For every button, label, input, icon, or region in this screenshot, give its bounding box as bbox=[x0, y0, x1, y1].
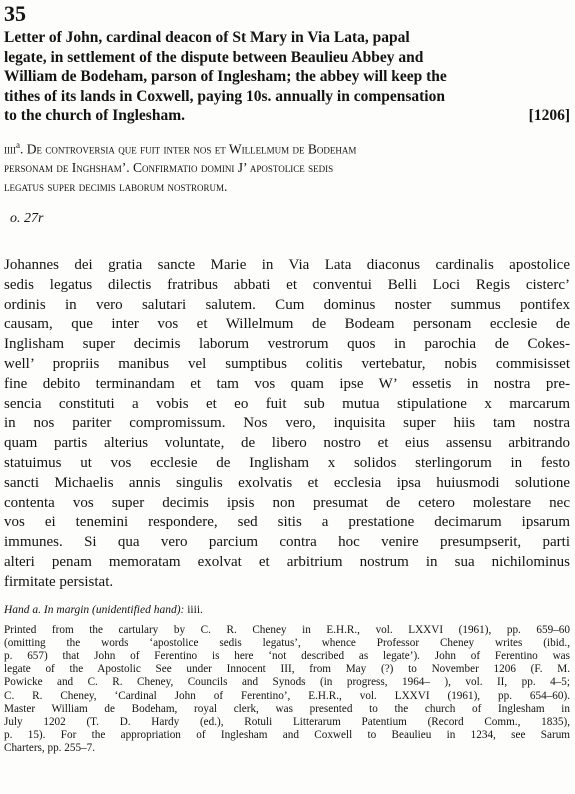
charter-line: contenta vos super decimis ipsis non presumat de cetero molestare nec bbox=[4, 494, 570, 511]
rubric-text: . De controversia que fuit inter nos et Willelmum de Bodeham bbox=[20, 141, 357, 156]
charter-line: in nos pariter compromissum. Nos vero, inquisita super hiis tam nostra bbox=[4, 415, 570, 432]
charter-line: immunes. Si qua vero parcium contra hoc venire presumpserit, parti bbox=[4, 534, 570, 551]
charter-text bbox=[4, 256, 570, 593]
note-line: p. 15). For the appropriation of Inglesham and Coxwell to Beaulieu in 1234, see Sarum bbox=[4, 729, 570, 742]
note-line: Master William de Bodeham, royal clerk, was presented to the church of Inglesham in bbox=[4, 702, 570, 715]
charter-line: well’ propriis manibus vel sumptibus colitis vertebatur, nobis commisisset bbox=[4, 355, 570, 372]
hand-note-plain: iiii. bbox=[184, 603, 203, 616]
charter-line: Johannes dei gratia sancte Marie in Via Lata diaconus cardinalis apostolice bbox=[4, 257, 570, 273]
folio-reference: o. 27r bbox=[10, 211, 44, 226]
heading-line: William de Bodeham, parson of Inglesham; the abbey will keep the bbox=[4, 68, 447, 85]
document-page bbox=[4, 2, 570, 756]
charter-line: quam partis alterius voluntate, de libero nostro et eius assensu arbitrando bbox=[4, 435, 570, 452]
charter-line: causam, que inter vos et Willelmum de Bodeam personam ecclesie de bbox=[4, 316, 570, 333]
document-number: 35 bbox=[4, 1, 26, 26]
note-line: C. R. Cheney, ‘Cardinal John of Ferentino’, E.H.R., vol. LXXVI (1961), pp. 654–60). bbox=[4, 689, 570, 702]
rubric-superscript: a bbox=[16, 139, 20, 150]
note-line: Charters, pp. 255–7. bbox=[4, 742, 96, 755]
rubric-line: personam de Inghsham’. Confirmatio domini J’ apostolice sedis bbox=[4, 160, 334, 175]
charter-line: ordinis in vero salutari salutem. Cum dominus noster summus pontifex bbox=[4, 296, 570, 313]
note-line: Printed from the cartulary by C. R. Cheney in E.H.R., vol. LXXVI (1961), pp. 659–60 bbox=[4, 623, 570, 636]
note-line: legate of the Apostolic See under Innocent III, from May (?) to November 1206 (F. M. bbox=[4, 663, 570, 676]
hand-note-italic: Hand a. In margin (unidentified hand): bbox=[4, 603, 185, 616]
charter-line: fine debito terminandam et tam vos quam ipse W’ essetis in nostra pre- bbox=[4, 375, 570, 392]
note-line: (omitting the words ‘apostolice sedis legatus’, whence Professor Cheney writes (ibid., bbox=[4, 636, 570, 649]
charter-line: sedis legatus dilectis fratribus abbati et conventui Belli Loci Regis cisterc’ bbox=[4, 276, 570, 293]
charter-line: statuimus ut vos ecclesie de Inglisham x solidos sterlingorum in festo bbox=[4, 454, 570, 471]
document-date: [1206] bbox=[528, 107, 570, 124]
rubric-line: legatus super decimis laborum nostrorum. bbox=[4, 179, 228, 194]
heading-line: legate, in settlement of the dispute between Beaulieu Abbey and bbox=[4, 48, 424, 66]
editorial-notes bbox=[4, 624, 570, 756]
rubric bbox=[4, 136, 570, 197]
heading-line: to the church of Inglesham. bbox=[4, 107, 185, 124]
charter-line: vos ei tenemini respondere, sed sitis a prestatione decimarum ipsarum bbox=[4, 514, 570, 531]
heading-line: Letter of John, cardinal deacon of St Mary in Via Lata, papal bbox=[4, 29, 410, 46]
charter-line: Inglisham super decimis laborum vestrorum quos in parochia de Cokes- bbox=[4, 336, 570, 353]
charter-line: sencia constituti a vobis et eo fuit sub mutua stipulatione x marcarum bbox=[4, 395, 570, 412]
charter-line: alteri penam memoratam exolvat et arbitrium nostrum in sua nichilominus bbox=[4, 553, 570, 570]
rubric-numeral: iiii bbox=[4, 141, 16, 156]
hand-note bbox=[4, 604, 570, 616]
document-heading bbox=[4, 28, 570, 126]
rubric-line bbox=[4, 136, 570, 159]
charter-line: firmitate persistat. bbox=[4, 573, 114, 590]
note-line: July 1202 (T. D. Hardy (ed.), Rotuli Litterarum Patentium (Record Comm., 1835), bbox=[4, 715, 570, 728]
heading-line: tithes of its lands in Coxwell, paying 10s. annually in compensation bbox=[4, 87, 445, 105]
note-line: p. 657) that John of Ferentino is here ‘not described as legate’). John of Ferentino was bbox=[4, 649, 570, 662]
note-line: Powicke and C. R. Cheney, Councils and Synods (in progress, 1964– ), vol. II, pp. 4–5; bbox=[4, 676, 570, 689]
heading-line-last bbox=[4, 106, 570, 126]
charter-line: sancti Michaelis annis singulis exolvatis et ecclesia ipsa huiusmodi solutione bbox=[4, 474, 570, 491]
